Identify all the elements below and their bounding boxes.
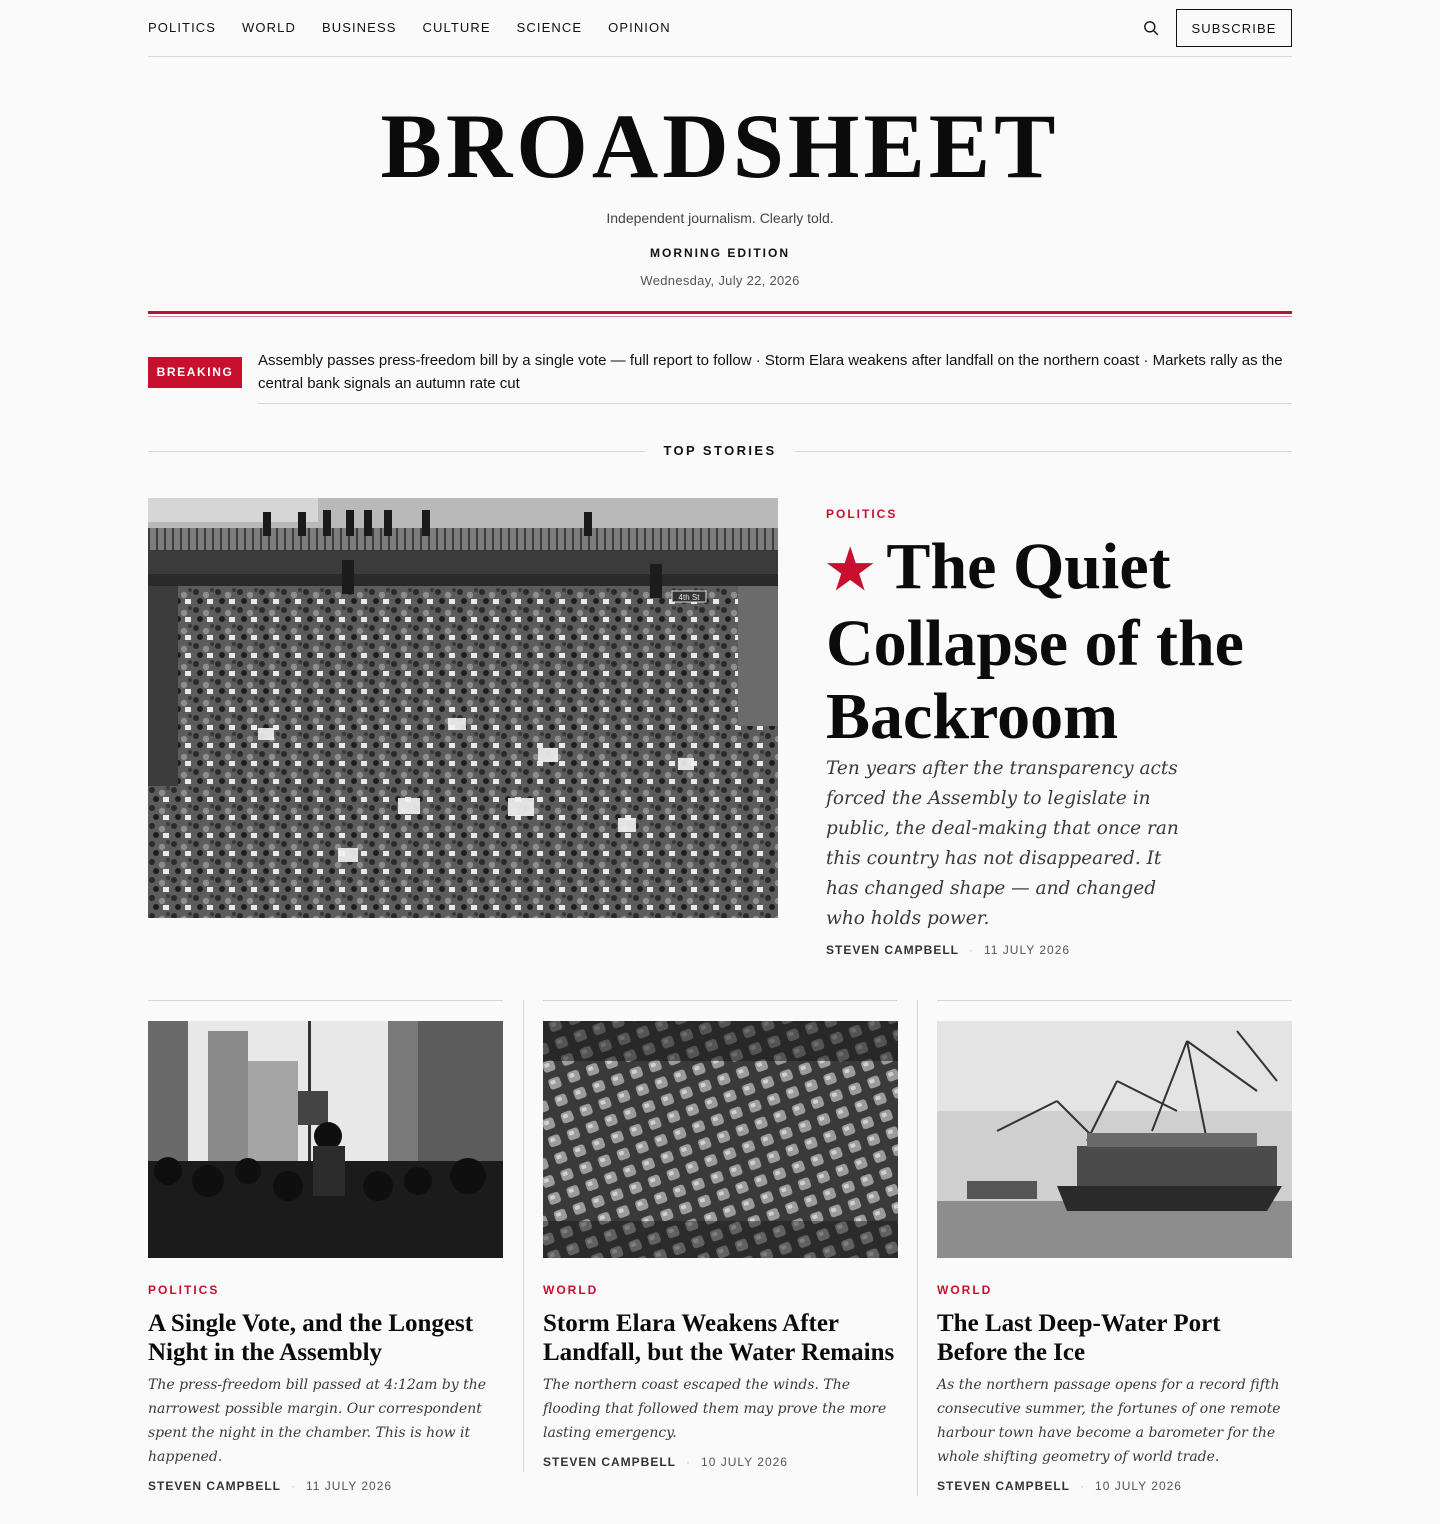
lead-story-meta <box>826 943 1070 957</box>
subscribe-button[interactable]: SUBSCRIBE <box>1176 9 1292 47</box>
lead-story-byline[interactable]: STEVEN CAMPBELL <box>826 943 960 957</box>
nav-link-opinion[interactable]: OPINION <box>608 20 671 35</box>
card-divider <box>148 1000 503 1001</box>
section-rule-right <box>795 451 1292 452</box>
story-card-kicker[interactable]: WORLD <box>543 1283 599 1297</box>
nav-link-science[interactable]: SCIENCE <box>516 20 583 35</box>
edition-label: MORNING EDITION <box>650 246 790 260</box>
masthead-rule-thin <box>148 316 1292 317</box>
column-divider <box>523 1000 524 1472</box>
street-sign: 4th St <box>678 593 700 602</box>
edition-date: Wednesday, July 22, 2026 <box>640 273 800 288</box>
story-card-title[interactable]: Storm Elara Weakens After Landfall, but the Water Remains <box>543 1310 895 1366</box>
section-rule-left <box>148 451 645 452</box>
story-card-date: 10 JULY 2026 <box>701 1455 788 1469</box>
story-card-image[interactable] <box>148 1021 503 1258</box>
lead-story-kicker[interactable]: POLITICS <box>826 507 898 521</box>
top-nav <box>148 0 1292 57</box>
story-card-byline[interactable]: STEVEN CAMPBELL <box>543 1455 677 1469</box>
lead-story-title-text[interactable]: The Quiet Collapse of the Backroom <box>826 530 1244 753</box>
story-card[interactable] <box>148 1021 503 1493</box>
story-card-dek: The northern coast escaped the winds. The flooding that followed them may prove the more lasting emergency. <box>543 1377 887 1441</box>
story-card-byline[interactable]: STEVEN CAMPBELL <box>937 1479 1071 1493</box>
story-card-meta <box>148 1479 503 1493</box>
meta-separator: · <box>969 943 975 957</box>
story-card-date: 11 JULY 2026 <box>306 1479 393 1493</box>
story-card-image[interactable] <box>937 1021 1292 1258</box>
section-title: TOP STORIES <box>663 443 777 458</box>
tagline: Independent journalism. Clearly told. <box>606 210 834 226</box>
story-card-kicker[interactable]: WORLD <box>937 1283 993 1297</box>
lead-story-image[interactable] <box>148 498 778 918</box>
story-card-byline[interactable]: STEVEN CAMPBELL <box>148 1479 282 1493</box>
lead-story-title[interactable] <box>826 530 1266 753</box>
story-card[interactable] <box>937 1021 1292 1493</box>
page <box>148 0 1292 1524</box>
meta-separator: · <box>686 1455 692 1469</box>
column-divider <box>917 1000 918 1496</box>
story-card-dek: As the northern passage opens for a record fifth consecutive summer, the fortunes of one remote harbour town have become a barometer for the whole shifting geometry of world trade. <box>937 1377 1281 1465</box>
story-card-title[interactable]: A Single Vote, and the Longest Night in the Assembly <box>148 1310 474 1366</box>
story-card-meta <box>543 1455 898 1469</box>
masthead-title[interactable]: BROADSHEET <box>380 95 1060 197</box>
lead-story-dek: Ten years after the transparency acts forced the Assembly to legislate in public, the deal-making that once ran this country has not disappeared. It has changed shape — and changed who holds power. <box>826 758 1179 929</box>
story-card-meta <box>937 1479 1292 1493</box>
nav-link-world[interactable]: WORLD <box>242 20 296 35</box>
nav-link-culture[interactable]: CULTURE <box>422 20 491 35</box>
meta-separator: · <box>1080 1479 1086 1493</box>
breaking-ticker[interactable]: Assembly passes press-freedom bill by a single vote — full report to follow · Storm Elara weakens after landfall on the northern coast · Markets rally as the central bank signals an autumn rate cut <box>258 352 1283 392</box>
breaking-badge: BREAKING <box>148 357 242 388</box>
card-divider <box>937 1000 1292 1001</box>
story-card[interactable] <box>543 1021 898 1469</box>
meta-separator: · <box>291 1479 297 1493</box>
story-card-dek: The press-freedom bill passed at 4:12am by the narrowest possible margin. Our correspondent spent the night in the chamber. This is how it happened. <box>148 1377 487 1465</box>
search-icon[interactable] <box>1143 20 1159 36</box>
breaking-divider <box>258 403 1292 404</box>
card-divider <box>543 1000 897 1001</box>
lead-story-date: 11 JULY 2026 <box>984 943 1071 957</box>
story-card-image[interactable] <box>543 1021 898 1258</box>
section-nav <box>148 19 697 37</box>
story-card-date: 10 JULY 2026 <box>1095 1479 1182 1493</box>
story-card-kicker[interactable]: POLITICS <box>148 1283 220 1297</box>
nav-link-politics[interactable]: POLITICS <box>148 20 217 35</box>
masthead-rule <box>148 311 1292 314</box>
story-card-title[interactable]: The Last Deep-Water Port Before the Ice <box>937 1310 1221 1366</box>
star-icon: ★ <box>826 540 875 600</box>
nav-link-business[interactable]: BUSINESS <box>321 20 397 35</box>
